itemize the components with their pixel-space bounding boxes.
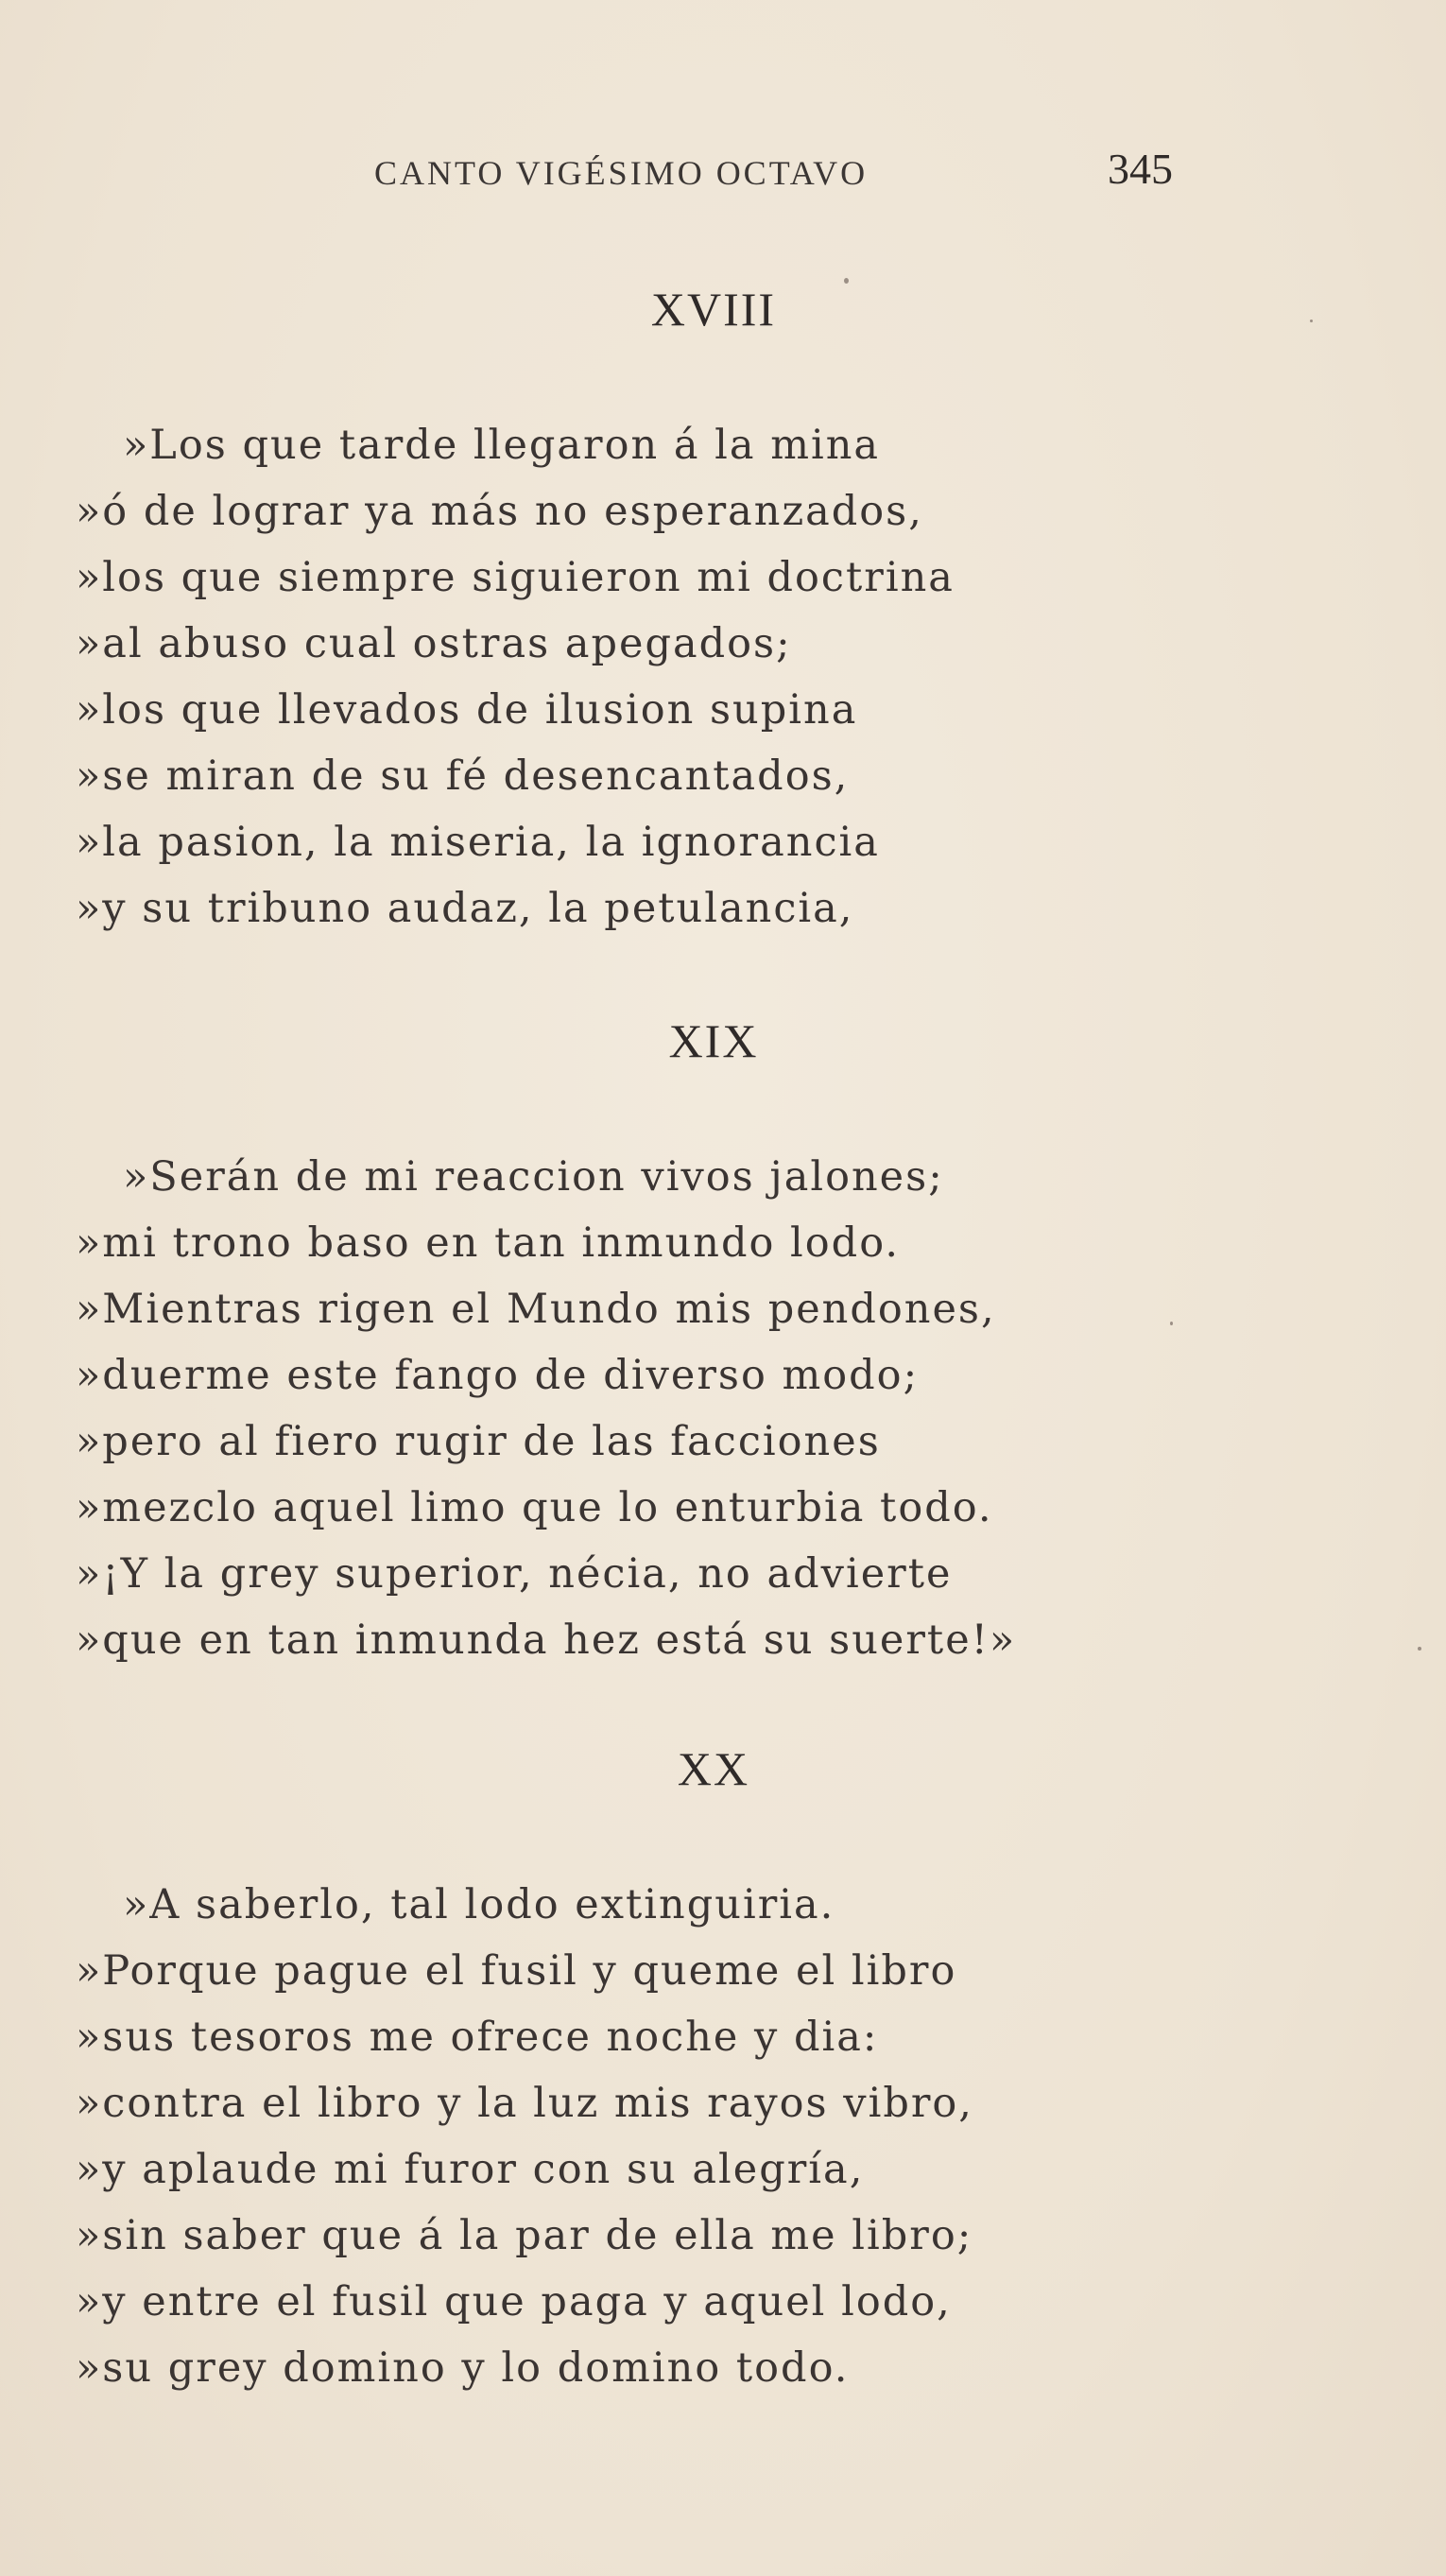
paper-speck <box>1418 1647 1421 1651</box>
verse-line: »contra el libro y la luz mis rayos vibro, <box>76 2080 973 2127</box>
verse-line: »y su tribuno audaz, la petulancia, <box>76 885 854 932</box>
verse-line: »al abuso cual ostras apegados; <box>76 620 792 667</box>
verse-line: »sus tesoros me ofrece noche y dia: <box>76 2014 879 2061</box>
page-number: 345 <box>1108 145 1173 193</box>
verse-line: »los que siempre siguieron mi doctrina <box>76 554 955 601</box>
verse-line: »pero al fiero rugir de las facciones <box>76 1418 881 1465</box>
verse-line: »A saberlo, tal lodo extinguiria. <box>123 1881 835 1928</box>
verse-line: »la pasion, la miseria, la ignorancia <box>76 819 880 866</box>
verse-line: »su grey domino y lo domino todo. <box>76 2344 850 2392</box>
verse-line: »Mientras rigen el Mundo mis pendones, <box>76 1286 996 1333</box>
verse-line: »duerme este fango de diverso modo; <box>76 1352 920 1399</box>
running-title: CANTO VIGÉSIMO OCTAVO <box>374 154 869 192</box>
verse-line: »sin saber que á la par de ella me libro; <box>76 2212 973 2259</box>
verse-line: »se miran de su fé desencantados, <box>76 752 850 800</box>
verse-line: »y aplaude mi furor con su alegría, <box>76 2146 865 2193</box>
verse-line: »Serán de mi reaccion vivos jalones; <box>123 1153 944 1201</box>
verse-line: »Los que tarde llegaron á la mina <box>123 422 881 469</box>
stanza-xix <box>76 1144 1016 1673</box>
stanza-xx <box>76 1872 973 2401</box>
stanza-number-xviii: XVIII <box>650 283 777 336</box>
verse-line: »y entre el fusil que paga y aquel lodo, <box>76 2278 952 2325</box>
paper-speck <box>844 278 849 284</box>
verse-line: »mezclo aquel limo que lo enturbia todo. <box>76 1484 993 1531</box>
verse-line: »que en tan inmunda hez está su suerte!» <box>76 1616 1017 1664</box>
paper-speck <box>1170 1322 1173 1325</box>
verse-line: »mi trono baso en tan inmundo lodo. <box>76 1219 901 1267</box>
paper-speck <box>1310 320 1313 322</box>
verse-line: »los que llevados de ilusion supina <box>76 686 858 734</box>
verse-line: »ó de lograr ya más no esperanzados, <box>76 488 923 535</box>
stanza-number-xx: XX <box>677 1742 750 1795</box>
stanza-number-xix: XIX <box>668 1014 759 1067</box>
verse-line: »¡Y la grey superior, nécia, no advierte <box>76 1550 953 1598</box>
verse-line: »Porque pague el fusil y queme el libro <box>76 1947 957 1995</box>
stanza-xviii <box>76 412 955 942</box>
